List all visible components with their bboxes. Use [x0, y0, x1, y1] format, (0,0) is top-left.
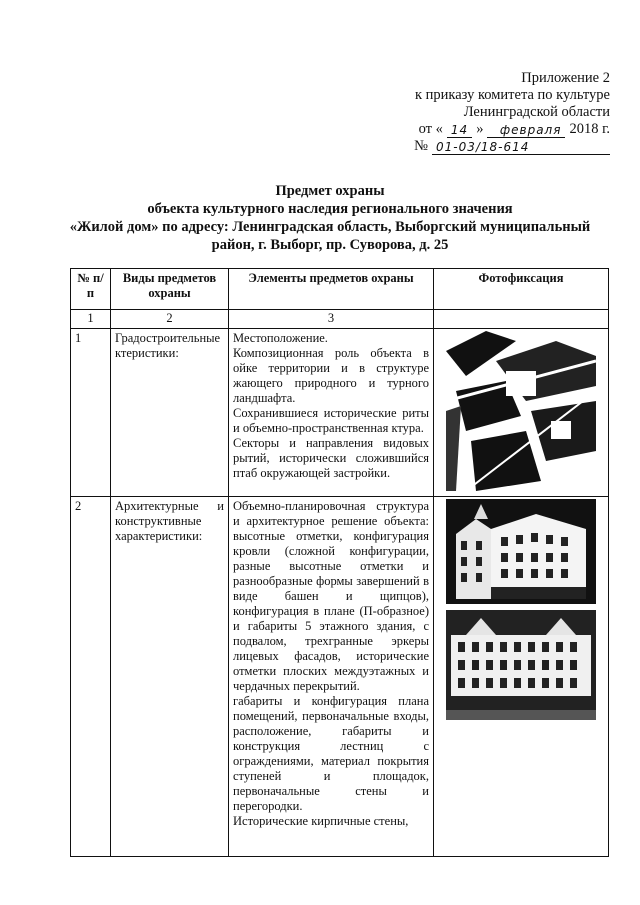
element-text: Объемно-планировочная структура и архитектурное решение объекта: высотные отметки, конфигурация кровли (сложной конфигурации, разные высотные отметки и разнообразные формы завершений в виде башен и щипцов), конфигурация в плане (П-образное) и габариты 5 этажного здания, с подвалом, трехгранные эркеры лицевых фасадов, исторические отметки плоских междуэтажных и чердачных перекрытий. — [233, 499, 429, 693]
row-elements — [229, 497, 434, 857]
element-text: Местоположение. — [233, 331, 328, 345]
title-line-3: «Жилой дом» по адресу: Ленинградская область, Выборгский муниципальный — [69, 219, 591, 235]
date-day-handwritten: 14 — [447, 123, 472, 138]
header-types: Виды предметов охраны — [111, 269, 229, 310]
document-title — [40, 182, 620, 254]
appendix-block — [350, 70, 610, 155]
row-photos — [434, 329, 609, 497]
number-prefix: № — [414, 138, 428, 154]
title-line-4: район, г. Выборг, пр. Суворова, д. 25 — [211, 237, 449, 253]
element-text: Секторы и направления видовых рытий, исторически сложившийся птаб окружающей застройки. — [233, 436, 429, 480]
table-row — [71, 497, 609, 857]
date-month-handwritten: февраля — [487, 123, 565, 138]
row-number: 1 — [71, 329, 111, 497]
element-text: габариты и конфигурация плана помещений, первоначальные входы, расположение, габариты и конструкция лестниц с ограждениями, материал покрытия ступеней и площадок, первоначальные стены и перегородки. — [233, 694, 429, 813]
title-line-2: объекта культурного наследия регионального значения — [147, 201, 513, 217]
appendix-line-2: к приказу комитета по культуре — [414, 87, 610, 103]
col-number-1: 1 — [71, 310, 111, 329]
order-date — [350, 121, 610, 138]
date-prefix: от « — [418, 121, 443, 137]
row-type: Градостроительные ктеристики: — [111, 329, 229, 497]
row-photos — [434, 497, 609, 857]
header-num: № п/п — [71, 269, 111, 310]
title-line-1: Предмет охраны — [275, 183, 385, 199]
table-header-row — [71, 269, 609, 310]
element-text: Сохранившиеся исторические риты и объемно-пространственная ктура. — [233, 406, 429, 435]
date-mid: » — [476, 121, 484, 137]
aerial-photo — [446, 331, 596, 491]
building-facade-photo — [446, 610, 596, 720]
column-number-row — [71, 310, 609, 329]
protection-table — [70, 268, 609, 857]
header-photos: Фотофиксация — [434, 269, 609, 310]
row-type: Архитектурные и конструктивные характеристики: — [111, 497, 229, 857]
row-elements — [229, 329, 434, 497]
element-text: Исторические кирпичные стены, — [233, 814, 409, 828]
row-number: 2 — [71, 497, 111, 857]
col-number-4 — [434, 310, 609, 329]
header-elements: Элементы предметов охраны — [229, 269, 434, 310]
number-handwritten: 01-03/18-614 — [432, 140, 610, 155]
col-number-3: 3 — [229, 310, 434, 329]
building-corner-photo — [446, 499, 596, 604]
table-row — [71, 329, 609, 497]
element-text: Композиционная роль объекта в ойке территории и в структуре жающего природного и турного ландшафта. — [233, 346, 429, 405]
date-year: 2018 г. — [569, 121, 610, 137]
appendix-line-3: Ленинградской области — [463, 104, 610, 120]
col-number-2: 2 — [111, 310, 229, 329]
appendix-line-1: Приложение 2 — [521, 70, 610, 86]
order-number — [350, 138, 610, 155]
